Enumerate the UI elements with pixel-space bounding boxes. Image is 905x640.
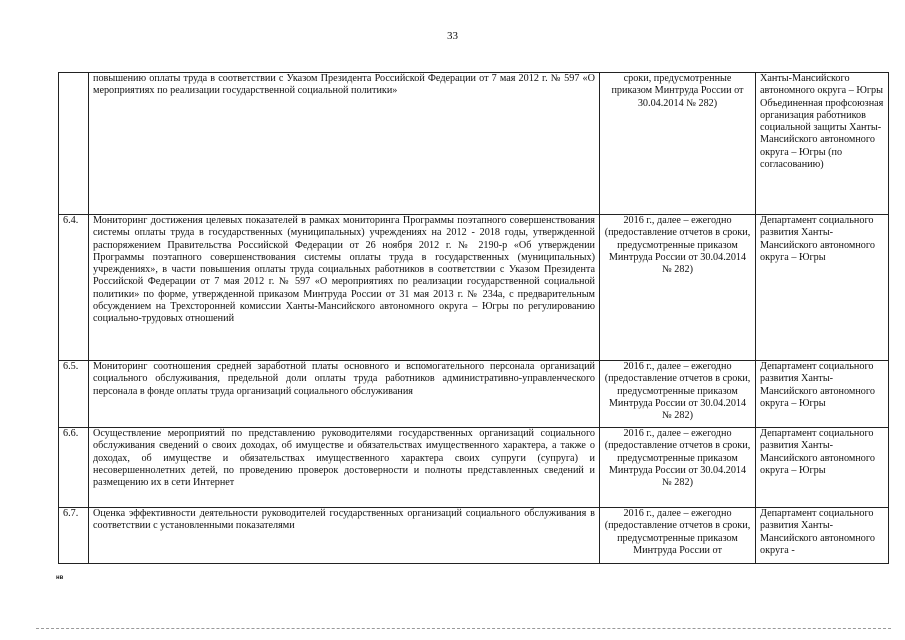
term-text: 2016 г., далее – ежегодно (предоставление отчетов в сроки, предусмотренные приказом Минтруда России от: [600, 508, 756, 564]
measure-text: Оценка эффективности деятельности руководителей государственных организаций социального обслуживания в соответствии с установленными показателями: [89, 508, 600, 564]
footer-mark: нв: [56, 575, 64, 581]
table-row: [59, 361, 889, 428]
scan-edge-divider: [36, 628, 891, 630]
measure-text: Осуществление мероприятий по представлению руководителями государственных организаций социального обслуживания сведений о своих доходах, об имуществе и обязательствах имущественного характера, а также о доходах, об имуществе и обязательствах имущественного характера своих супруги (супруга) и несовершеннолетних детей, по проведению проверок достоверности и полноты представленных сведений и размещению их в сети Интернет: [89, 428, 600, 508]
term-text: 2016 г., далее – ежегодно (предоставление отчетов в сроки, предусмотренные приказом Минтруда России от 30.04.2014 № 282): [600, 215, 756, 361]
table-row: [59, 428, 889, 508]
item-number: [59, 73, 89, 215]
measure-text: повышению оплаты труда в соответствии с Указом Президента Российской Федерации от 7 мая 2012 г. № 597 «О мероприятиях по реализации государственной социальной политики»: [89, 73, 600, 215]
table-row: [59, 508, 889, 564]
term-text: 2016 г., далее – ежегодно (предоставление отчетов в сроки, предусмотренные приказом Минтруда России от 30.04.2014 № 282): [600, 361, 756, 428]
term-text: сроки, предусмотренные приказом Минтруда России от 30.04.2014 № 282): [600, 73, 756, 215]
responsible-text: Департамент социального развития Ханты-Мансийского автономного округа – Югры: [756, 215, 889, 361]
table-row: [59, 73, 889, 215]
term-text: 2016 г., далее – ежегодно (предоставление отчетов в сроки, предусмотренные приказом Минтруда России от 30.04.2014 № 282): [600, 428, 756, 508]
responsible-text: Департамент социального развития Ханты-Мансийского автономного округа -: [756, 508, 889, 564]
action-plan-table: [58, 72, 889, 564]
responsible-text: Департамент социального развития Ханты-Мансийского автономного округа – Югры: [756, 361, 889, 428]
item-number: 6.7.: [59, 508, 89, 564]
page-number: 33: [447, 30, 458, 42]
table-row: [59, 215, 889, 361]
item-number: 6.4.: [59, 215, 89, 361]
measure-text: Мониторинг достижения целевых показателей в рамках мониторинга Программы поэтапного совершенствования системы оплаты труда в государственных (муниципальных) учреждениях на 2012 - 2018 годы, утвержденной распоряжением Правительства Российской Федерации от 26 ноября 2012 г. № 2190-р «Об утверждении Программы поэтапного совершенствования системы оплаты труда в государственных (муниципальных) учреждениях», в части повышения оплаты труда социальных работников в соответствии с Указом Президента Российской Федерации от 7 мая 2012 г. № 597 «О мероприятиях по реализации государственной социальной политики» по форме, утвержденной приказом Минтруда России от 31 мая 2013 г. № 234а, с предварительным обсуждением на Трехсторонней комиссии Ханты-Мансийского автономного округа – Югры по регулированию социально-трудовых отношений: [89, 215, 600, 361]
item-number: 6.6.: [59, 428, 89, 508]
item-number: 6.5.: [59, 361, 89, 428]
measure-text: Мониторинг соотношения средней заработной платы основного и вспомогательного персонала организаций социального обслуживания, предельной доли оплаты труда работников административно-управленческого персонала в фонде оплаты труда организаций социального обслуживания: [89, 361, 600, 428]
responsible-text: Департамент социального развития Ханты-Мансийского автономного округа – Югры: [756, 428, 889, 508]
responsible-text: Ханты-Мансийского автономного округа – Югры Объединенная профсоюзная организация работников социальной защиты Ханты-Мансийского автономного округа – Югры (по согласованию): [756, 73, 889, 215]
